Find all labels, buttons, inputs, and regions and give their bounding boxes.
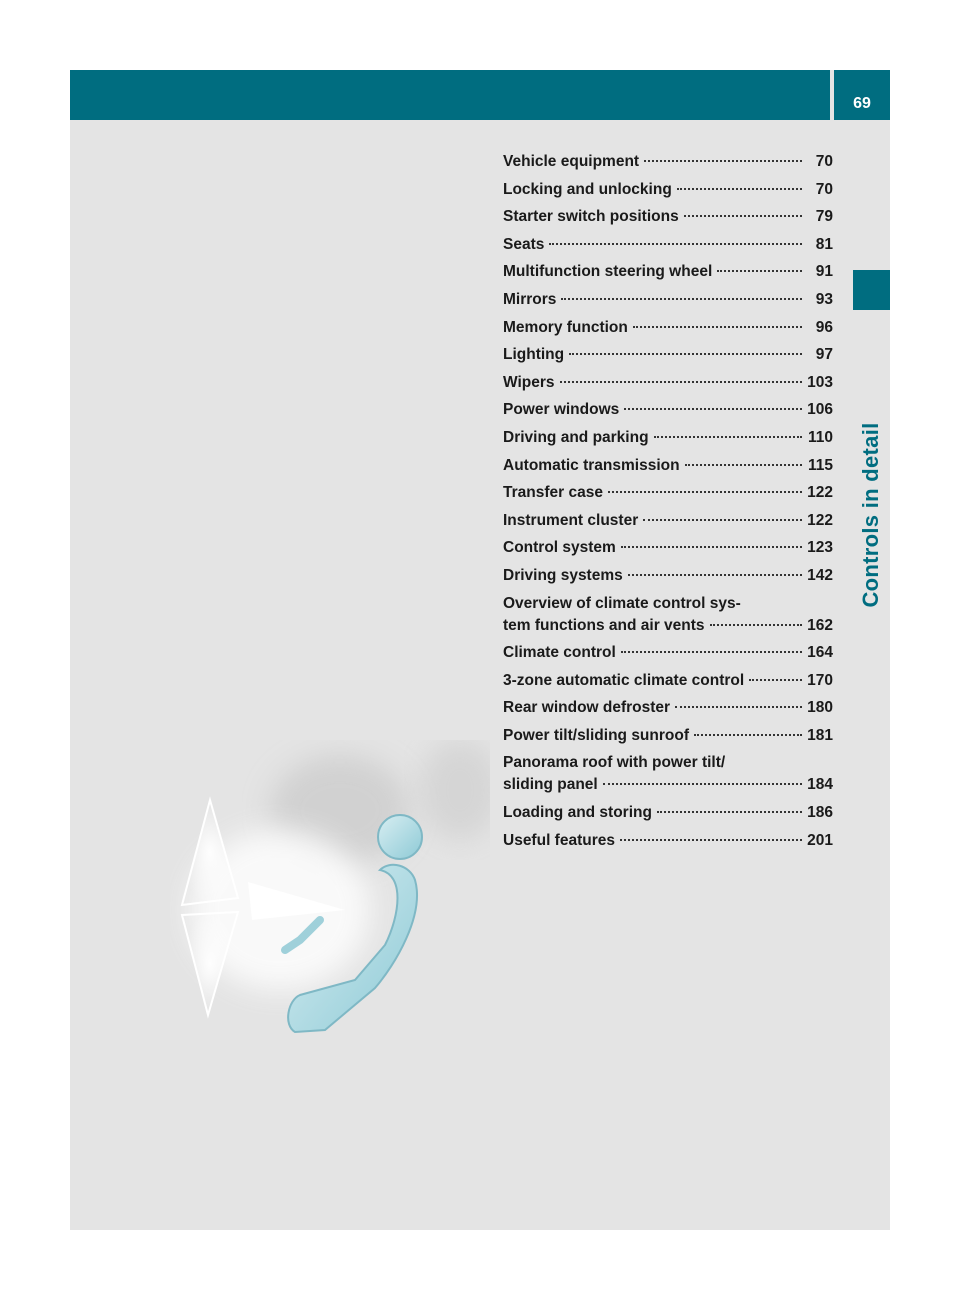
toc-entry-title: Loading and storing (503, 804, 652, 822)
toc-entry[interactable] (503, 537, 833, 559)
toc-entry-title: Climate control (503, 644, 616, 662)
toc-entry-title: Driving and parking (503, 428, 649, 446)
toc-entry-page: 96 (815, 318, 833, 336)
toc-entry-page: 201 (807, 831, 833, 849)
toc-entry-title: Panorama roof with power tilt/ (503, 754, 726, 772)
toc-entry-page: 93 (815, 290, 833, 308)
dot-leader (710, 624, 802, 626)
toc-entry-title: Vehicle equipment (503, 153, 640, 170)
dot-leader (561, 298, 802, 300)
toc-entry[interactable] (503, 830, 833, 852)
toc-entry[interactable] (503, 593, 833, 637)
toc-entry-page: 79 (815, 208, 833, 226)
toc-entry[interactable] (503, 344, 833, 366)
toc-entry-title: Useful features (503, 831, 615, 849)
toc-entry[interactable] (503, 399, 833, 421)
toc-entry-page: 81 (815, 235, 833, 253)
toc-entry[interactable] (503, 372, 833, 394)
toc-entry[interactable] (503, 261, 833, 283)
dot-leader (603, 783, 802, 785)
toc-entry-title: Multifunction steering wheel (503, 263, 713, 281)
toc-entry-title: Rear window defroster (503, 699, 671, 717)
toc-entry-title: Lighting (503, 346, 565, 364)
toc-entry-title-continued: sliding panel (503, 776, 598, 794)
toc-entry[interactable] (503, 670, 833, 692)
toc-entry[interactable] (503, 752, 833, 796)
dot-leader (717, 270, 802, 272)
toc-entry-title: Power windows (503, 401, 620, 419)
toc-entry-title: Overview of climate control sys- (503, 594, 741, 612)
toc-entry-page: 180 (807, 699, 833, 717)
chapter-tab-label: Controls in detail (858, 422, 883, 608)
dot-leader (621, 546, 802, 548)
chapter-tab-marker (853, 270, 890, 310)
dot-leader (694, 734, 802, 736)
toc-entry[interactable] (503, 206, 833, 228)
toc-entry-page: 184 (807, 776, 833, 794)
dot-leader (620, 839, 802, 841)
toc-entry[interactable] (503, 455, 833, 477)
dot-leader (675, 706, 802, 708)
toc-entry-title: Seats (503, 235, 545, 253)
toc-entry-page: 91 (815, 263, 833, 281)
toc-entry-title: Power tilt/sliding sunroof (503, 726, 689, 744)
dot-leader (644, 160, 802, 162)
dot-leader (624, 408, 802, 410)
toc-entry[interactable] (503, 725, 833, 747)
toc-entry-title: Instrument cluster (503, 511, 639, 529)
dot-leader (608, 491, 802, 493)
toc-entry-title: Starter switch positions (503, 208, 679, 226)
toc-entry[interactable] (503, 234, 833, 256)
toc-entry-title: Wipers (503, 373, 555, 391)
toc-entry-page: 181 (807, 726, 833, 744)
toc-entry[interactable] (503, 151, 833, 173)
toc-entry[interactable] (503, 802, 833, 824)
header-bar (70, 70, 830, 120)
dot-leader (684, 215, 802, 217)
toc-entry-title-continued: tem functions and air vents (503, 616, 705, 634)
dot-leader (569, 353, 802, 355)
dot-leader (677, 188, 802, 190)
toc-entry[interactable] (503, 427, 833, 449)
toc-entry-title: Memory function (503, 318, 628, 336)
dot-leader (685, 464, 802, 466)
toc-entry-page: 142 (807, 566, 833, 584)
toc-entry[interactable] (503, 565, 833, 587)
dot-leader (643, 519, 802, 521)
toc-entry-page: 123 (807, 539, 833, 557)
toc-entry-page: 110 (807, 428, 833, 446)
dot-leader (560, 381, 802, 383)
toc-entry-page: 115 (807, 456, 833, 474)
toc-entry-page: 162 (807, 616, 833, 634)
toc-entry[interactable] (503, 317, 833, 339)
toc-entry-title: Automatic transmission (503, 456, 680, 474)
toc-entry-title: Control system (503, 539, 616, 557)
dot-leader (621, 651, 802, 653)
toc-entry-title: Driving systems (503, 566, 623, 584)
toc-entry-page: 103 (807, 373, 833, 391)
toc-entry-page: 164 (807, 644, 833, 662)
dot-leader (657, 811, 802, 813)
toc-entry-page: 70 (815, 180, 833, 198)
toc-entry[interactable] (503, 179, 833, 201)
toc-entry-page: 106 (807, 401, 833, 419)
toc-entry-page: 170 (807, 671, 833, 689)
dot-leader (654, 436, 802, 438)
toc-entry-page: 97 (815, 346, 833, 364)
dot-leader (633, 326, 802, 328)
dot-leader (549, 243, 802, 245)
toc-entry[interactable] (503, 289, 833, 311)
table-of-contents (503, 151, 833, 857)
toc-entry[interactable] (503, 642, 833, 664)
toc-entry-page: 70 (815, 153, 833, 170)
climate-airflow-seat-icon (170, 740, 490, 1040)
toc-entry[interactable] (503, 482, 833, 504)
toc-entry-page: 186 (807, 804, 833, 822)
toc-entry[interactable] (503, 510, 833, 532)
page-number: 69 (853, 95, 871, 112)
toc-entry-title: Transfer case (503, 484, 603, 502)
dot-leader (628, 574, 802, 576)
toc-entry-title: Locking and unlocking (503, 180, 672, 198)
toc-entry-page: 122 (807, 511, 833, 529)
toc-entry[interactable] (503, 697, 833, 719)
toc-entry-title: 3-zone automatic climate control (503, 671, 745, 689)
dot-leader (749, 679, 802, 681)
toc-entry-title: Mirrors (503, 290, 557, 308)
toc-entry-page: 122 (807, 484, 833, 502)
